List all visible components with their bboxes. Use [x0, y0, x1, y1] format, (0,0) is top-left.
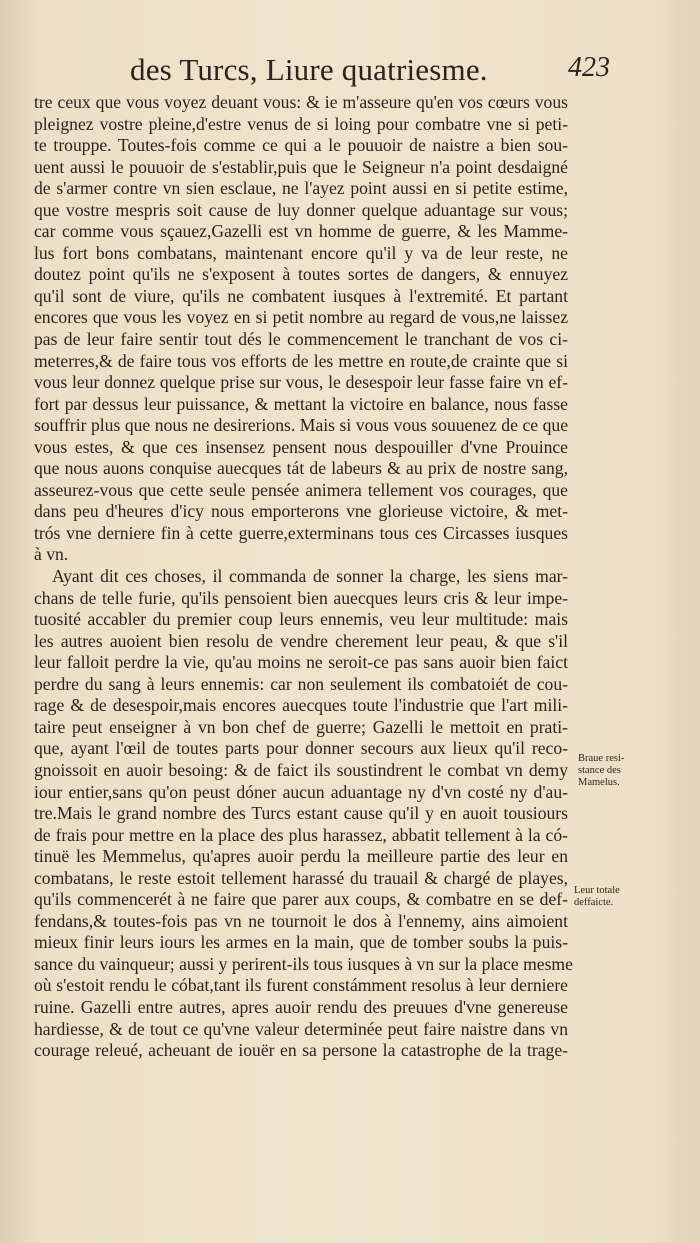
- margin-note-line: Mamelus.: [578, 777, 620, 788]
- running-title: des Turcs, Liure quatriesme.: [130, 52, 488, 87]
- text-line: leur falloit perdre la vie, qu'au moins ne seroit-ce pas sans auoir bien faict: [34, 652, 568, 673]
- text-line: qu'ils commencerét à ne faire que parer aux coups, & combatre en se def-: [34, 889, 568, 910]
- text-line: perdre du sang à leurs ennemis: car non seulement ils combatoiét de cou-: [34, 673, 568, 694]
- text-line: car comme vous sçauez,Gazelli est vn homme de guerre, & les Mamme-: [34, 221, 568, 242]
- text-line: souffrir plus que nous ne desirerions. Mais si vous vous souuenez de ce que: [34, 415, 568, 436]
- text-line: courage releué, acheuant de iouër en sa persone la catastrophe de la trage-: [34, 1040, 568, 1061]
- text-line: les autres auoient bien resolu de vendre cherement leur peau, & que s'il: [34, 630, 568, 651]
- text-line: asseurez-vous que cette seule pensée animera tellement vos courages, que: [34, 479, 568, 500]
- text-line: dans peu d'heures d'icy nous emporterons vne glorieuse victoire, & met-: [34, 501, 568, 522]
- text-line: tinuë les Memmelus, qu'apres auoir perdu la meilleure partie des leur en: [34, 846, 568, 867]
- text-line: à vn.: [34, 544, 69, 565]
- body-text: [34, 92, 573, 1062]
- text-line: que vostre mespris soit cause de luy donner quelque aduantage sur vous;: [34, 199, 568, 220]
- margin-note-resistance: [578, 753, 648, 789]
- text-line: doutez point qu'ils ne s'exposent à toutes sortes de dangers, & ennuyez: [34, 264, 568, 285]
- text-line: uent aussi le pouuoir de s'establir,puis que le Seigneur n'a point desdaigné: [34, 156, 568, 177]
- text-line: tuosité accabler du premier coup leurs ennemis, veu leur multitude: mais: [34, 609, 568, 630]
- text-line: chans de telle furie, qu'ils pensoient bien auecques leurs cris & leur impe-: [34, 587, 568, 608]
- margin-note-line: stance des: [578, 765, 621, 776]
- text-line: lus fort bons combatans, maintenant encore qu'il y va de leur reste, ne: [34, 242, 568, 263]
- text-line: encores que vous les voyez en si petit nombre au regard de vous,ne laissez: [34, 307, 568, 328]
- margin-note-line: deffaicte.: [574, 897, 614, 908]
- text-line: iour entier,sans qu'on peust dóner aucun aduantage ny d'vn costé ny d'au-: [34, 781, 568, 802]
- text-line: que, ayant l'œil de toutes parts pour donner secours aux lieux qu'il reco-: [34, 738, 568, 759]
- text-line: hardiesse, & de tout ce qu'vne valeur determinée peut faire naistre dans vn: [34, 1018, 568, 1039]
- text-line: qu'il sont de viure, qu'ils ne combatent iusques à l'extremité. Et partant: [34, 285, 568, 306]
- text-line: taire peut enseigner à vn bon chef de guerre; Gazelli le mettoit en prati-: [34, 716, 568, 737]
- text-line: pas de leur faire sentir tout dés le commencement le tranchant de vos ci-: [34, 329, 568, 350]
- text-line: gnoissoit en auoir besoing: & de faict ils soustindrent le combat vn demy: [34, 759, 568, 780]
- text-line: tre ceux que vous voyez deuant vous: & ie m'asseure qu'en vos cœurs vous: [34, 92, 568, 112]
- margin-note-line: Braue resi-: [578, 753, 625, 764]
- text-line: sance du vainqueur; aussi y perirent-ils tous iusques à vn sur la place mesme: [34, 953, 573, 974]
- text-line: mieux finir leurs iours les armes en la main, que de tomber soubs la puis-: [34, 932, 568, 953]
- text-line: meterres,& de faire tous vos efforts de les mettre en route,de crainte que si: [34, 350, 568, 371]
- text-line: de frais pour mettre en la place des plus harassez, abbatit tellement à la có-: [34, 824, 568, 845]
- margin-note-line: Leur totale: [574, 885, 620, 896]
- text-line: te trouppe. Toutes-fois comme ce qui a le pouuoir de naistre a bien sou-: [34, 135, 568, 156]
- page-number: 423: [568, 52, 610, 83]
- text-line: fort par dessus leur puissance, & mettant la victoire en balance, nous fasse: [34, 393, 568, 414]
- text-line: pleignez vostre pleine,d'estre venus de si loing pour combatre vne si peti-: [34, 113, 568, 134]
- text-line: tre.Mais le grand nombre des Turcs estant cause qu'il y en auoit tousiours: [34, 803, 568, 824]
- text-line: vous estes, & que ces insensez pensent nous despouiller d'vne Prouince: [34, 436, 568, 457]
- text-line: trós vne derniere fin à cette guerre,exterminans tous ces Circasses iusques: [34, 522, 568, 543]
- margin-note-defeat: [574, 885, 644, 909]
- text-line: vous leur donnez quelque prise sur vous, le desespoir leur fasse faire vn ef-: [34, 372, 568, 393]
- text-line: fendans,& toutes-fois pas vn ne tournoit le dos à l'ennemy, ains aimoient: [34, 910, 568, 931]
- text-line: de s'armer contre vn sien esclaue, ne l'ayez point aussi en si petite estime,: [34, 178, 568, 199]
- text-line: ruine. Gazelli entre autres, apres auoir rendu des preuues d'vne genereuse: [34, 996, 568, 1017]
- page-header: [130, 52, 610, 92]
- text-line: que nous auons conquise auecques tát de labeurs & au prix de nostre sang,: [34, 458, 568, 479]
- text-line: combatans, le reste estoit tellement harassé du trauail & chargé de playes,: [34, 867, 568, 888]
- text-line: Ayant dit ces choses, il commanda de sonner la charge, les siens mar-: [52, 566, 568, 587]
- text-line: rage & de desespoir,mais encores auecques toute l'industrie que l'art mili-: [34, 695, 568, 716]
- text-line: où s'estoit rendu le cóbat,tant ils furent constámment resolus à leur derniere: [34, 975, 568, 996]
